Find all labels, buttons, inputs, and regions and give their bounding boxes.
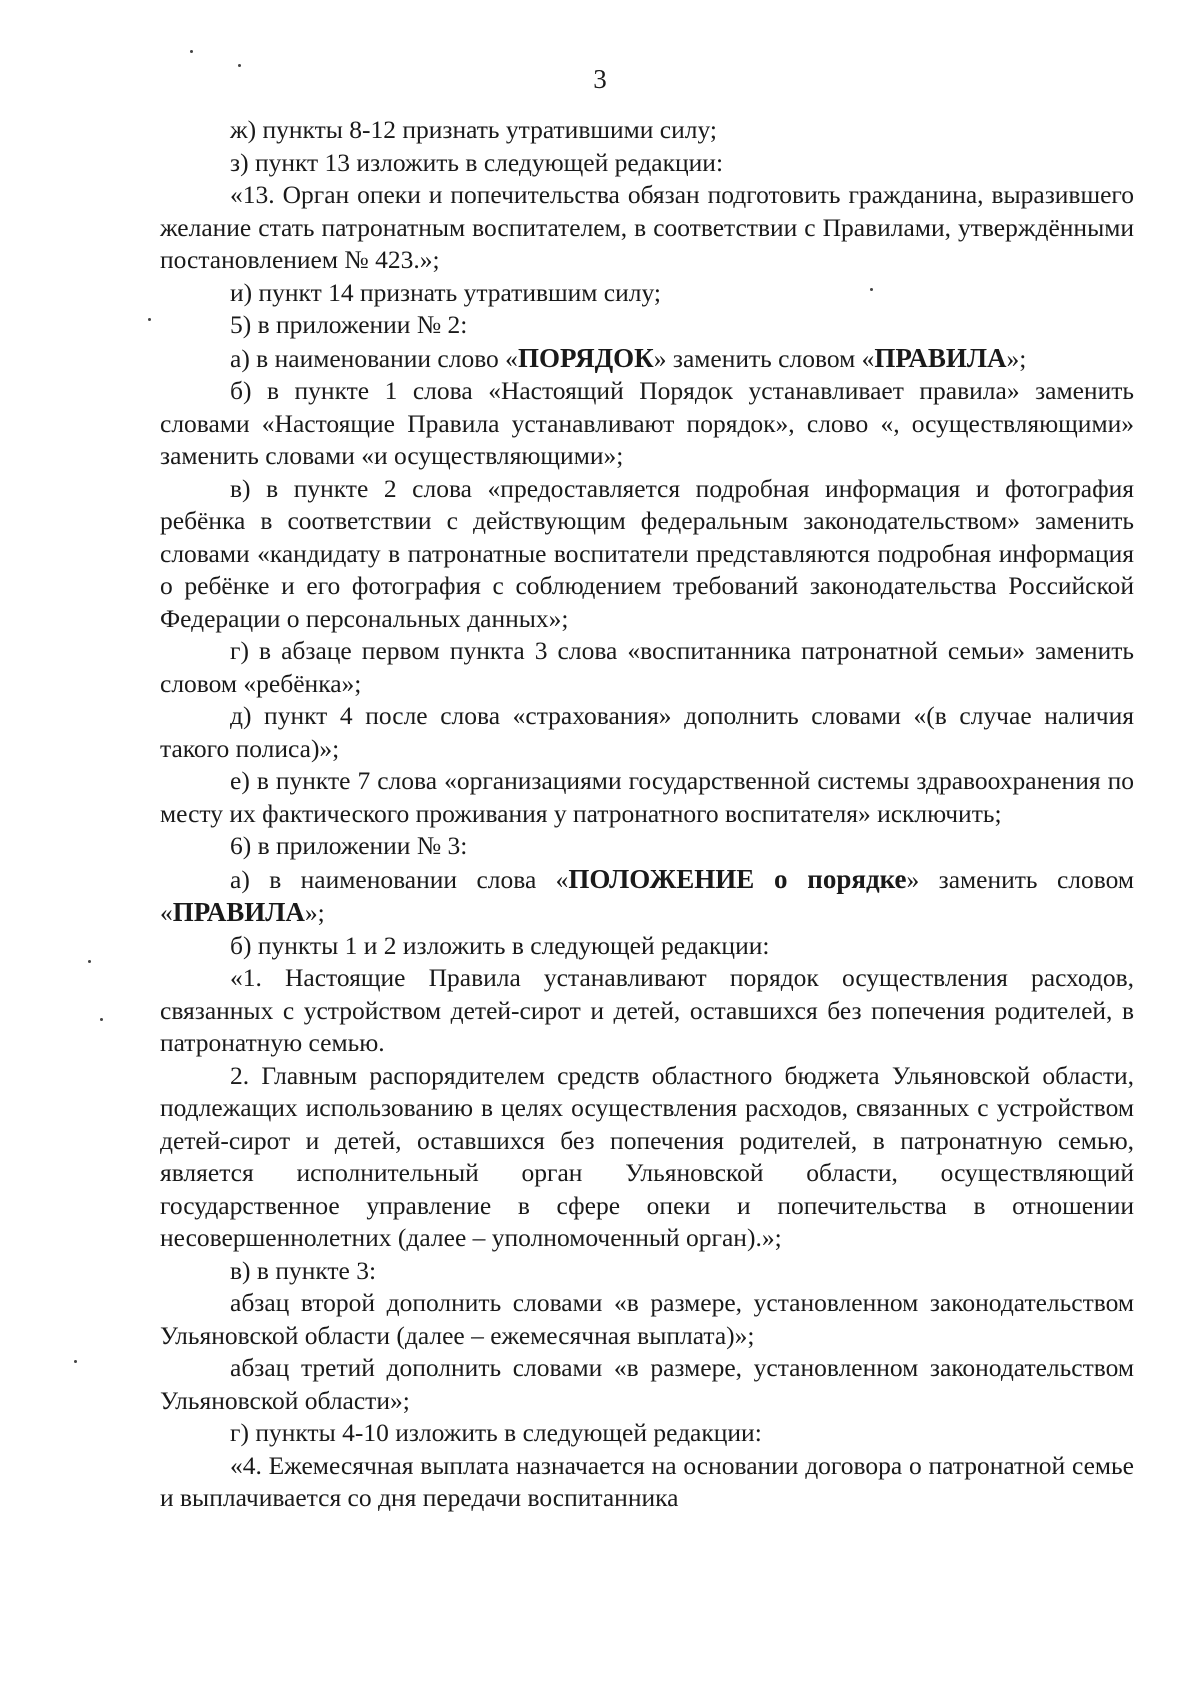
paragraph-v-appendix-3: в) в пункте 3: (230, 1255, 377, 1285)
bold-term: ПРАВИЛА (874, 342, 1007, 373)
paragraph-g-appendix-2: г) в абзаце первом пункта 3 слова «воспитанника патронатной семьи» заменить словом «ребёнка»; (160, 636, 1134, 698)
paragraph-i: и) пункт 14 признать утратившим силу; (230, 277, 661, 307)
scan-speck (870, 288, 873, 291)
paragraph-e-appendix-2: е) в пункте 7 слова «организациями государственной системы здравоохранения по месту их фактического проживания у патронатного воспитателя» исключить; (160, 766, 1134, 828)
bold-term: ПРАВИЛА (172, 897, 305, 927)
paragraph-g-appendix-3: г) пункты 4-10 изложить в следующей редакции: (230, 1418, 762, 1447)
document-body (160, 114, 1134, 1515)
paragraph-rules-1: «1. Настоящие Правила устанавливают порядок осуществления расходов, связанных с устройством детей-сирот и детей, оставшихся без попечения родителей, в патронатную семью. (160, 963, 1134, 1057)
scan-speck (148, 318, 151, 321)
scan-speck (74, 1360, 77, 1363)
bold-term: ПОЛОЖЕНИЕ о порядке (568, 863, 907, 894)
paragraph-appendix-2: 5) в приложении № 2: (230, 310, 468, 339)
scan-speck (88, 960, 91, 963)
paragraph-point-13: «13. Орган опеки и попечительства обязан подготовить гражданина, выразившего желание стать патронатным воспитателем, в соответствии с Правилами, утверждёнными постановлением № 423.»; (160, 180, 1134, 274)
paragraph-abzac-3: абзац третий дополнить словами «в размере, установленном законодательством Ульяновской области»; (160, 1353, 1134, 1415)
paragraph-z: з) пункт 13 изложить в следующей редакции: (230, 147, 724, 177)
paragraph-zh: ж) пункты 8-12 признать утратившими силу; (230, 115, 717, 144)
paragraph-rules-4: «4. Ежемесячная выплата назначается на основании договора о патронатной семье и выплачивается со дня передачи воспитанника (160, 1450, 1134, 1512)
paragraph-appendix-3: 6) в приложении № 3: (230, 831, 468, 860)
scan-speck (190, 50, 193, 53)
paragraph-a-appendix-2: а) в наименовании слово «ПОРЯДОК» заменить словом «ПРАВИЛА»; (230, 342, 1027, 373)
paragraph-b-appendix-2: б) в пункте 1 слова «Настоящий Порядок устанавливает правила» заменить словами «Настоящие Правила устанавливают порядок», слово «, осуществляющими» заменить словами «и осуществляющими»; (160, 376, 1134, 470)
paragraph-v-appendix-2: в) в пункте 2 слова «предоставляется подробная информация и фотография ребёнка в соответствии с действующим федеральным законодательством» заменить словами «кандидату в патронатные воспитатели представляются подробная информация о ребёнке и его фотография с соблюдением требований законодательства Российской Федерации о персональных данных»; (160, 473, 1134, 633)
paragraph-a-appendix-3: а) в наименовании слова «ПОЛОЖЕНИЕ о порядке» заменить словом «ПРАВИЛА»; (160, 863, 1135, 927)
paragraph-b-appendix-3: б) пункты 1 и 2 изложить в следующей редакции: (230, 930, 770, 960)
paragraph-d-appendix-2: д) пункт 4 после слова «страхования» дополнить словами «(в случае наличия такого полиса)»; (160, 701, 1134, 763)
page-number: 3 (593, 64, 607, 94)
scan-speck (238, 64, 241, 67)
bold-term: ПОРЯДОК (517, 342, 654, 373)
paragraph-abzac-2: абзац второй дополнить словами «в размере, установленном законодательством Ульяновской области (далее – ежемесячная выплата)»; (160, 1288, 1134, 1350)
paragraph-rules-2: 2. Главным распорядителем средств областного бюджета Ульяновской области, подлежащих использованию в целях осуществления расходов, связанных с устройством детей-сирот и детей, оставшихся без попечения родителей, в патронатную семью, является исполнительный орган Ульяновской области, осуществляющий государственное управление в сфере опеки и попечительства в отношении несовершеннолетних (далее – уполномоченный орган).»; (160, 1060, 1134, 1252)
scan-speck (100, 1018, 103, 1021)
